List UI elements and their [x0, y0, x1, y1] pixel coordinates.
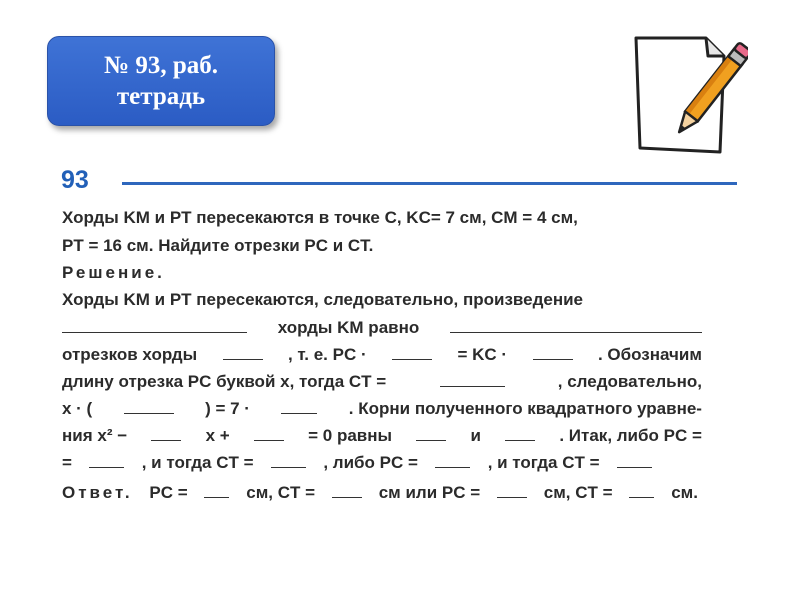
answer-label: Ответ.: [62, 483, 133, 502]
solution-text: и: [470, 426, 481, 445]
solution-text: x +: [205, 426, 230, 445]
answer-blank[interactable]: [223, 344, 263, 360]
solution-text: x · (: [62, 399, 93, 418]
badge-line-2: тетрадь: [116, 83, 206, 110]
answer-blank[interactable]: [281, 398, 317, 414]
task-number: 93: [61, 166, 89, 194]
solution-line-2: [62, 317, 702, 338]
solution-line-1: Хорды KM и PT пересекаются, следовательно, произведение: [62, 290, 584, 309]
solution-text: . Обозначим: [597, 345, 702, 364]
answer-blank[interactable]: [332, 482, 362, 498]
solution-line-4: [62, 371, 702, 392]
answer-text: см, CT =: [246, 483, 316, 502]
task-badge: [47, 36, 275, 126]
answer-blank[interactable]: [533, 344, 573, 360]
answer-text: см или PC =: [378, 483, 481, 502]
answer-blank[interactable]: [416, 425, 446, 441]
statement-line-1: Хорды KM и PT пересекаются в точке C, KC= 7 см, CM = 4 см,: [62, 208, 578, 227]
answer-line: [62, 482, 698, 503]
answer-blank[interactable]: [151, 425, 181, 441]
answer-blank[interactable]: [62, 317, 247, 333]
solution-label: Решение.: [62, 263, 165, 282]
solution-text: , либо PC =: [323, 453, 418, 472]
answer-blank[interactable]: [629, 482, 654, 498]
answer-text: см, CT =: [543, 483, 613, 502]
solution-line-7: [62, 452, 652, 473]
answer-blank[interactable]: [392, 344, 432, 360]
answer-blank[interactable]: [617, 452, 652, 468]
solution-text: , т. е. PC ·: [287, 345, 367, 364]
answer-blank[interactable]: [505, 425, 535, 441]
solution-text: длину отрезка PC буквой x, тогда CT =: [62, 372, 387, 391]
answer-text: PC =: [149, 483, 188, 502]
solution-text: = 0 равны: [308, 426, 393, 445]
statement-line-2: PT = 16 см. Найдите отрезки PC и CT.: [62, 236, 374, 255]
paper-pencil-icon: [628, 30, 748, 160]
answer-blank[interactable]: [271, 452, 306, 468]
task-divider: [122, 182, 737, 185]
answer-blank[interactable]: [89, 452, 124, 468]
answer-blank[interactable]: [435, 452, 470, 468]
answer-blank[interactable]: [124, 398, 174, 414]
solution-line-3: [62, 344, 702, 365]
answer-blank[interactable]: [254, 425, 284, 441]
answer-blank[interactable]: [497, 482, 527, 498]
solution-text: . Итак, либо PC =: [559, 426, 702, 445]
solution-text: . Корни полученного квадратного уравне-: [348, 399, 702, 418]
solution-text: , и тогда CT =: [141, 453, 254, 472]
solution-text: , следовательно,: [557, 372, 702, 391]
solution-text: = KC ·: [457, 345, 508, 364]
solution-text: отрезков хорды: [62, 345, 198, 364]
solution-text: ния x² −: [62, 426, 128, 445]
badge-line-1: № 93, раб.: [103, 52, 219, 79]
solution-text: ) = 7 ·: [205, 399, 250, 418]
solution-text: =: [62, 453, 72, 472]
answer-blank[interactable]: [450, 317, 702, 333]
solution-text: хорды KM равно: [277, 318, 420, 337]
solution-text: , и тогда CT =: [487, 453, 600, 472]
answer-text: см.: [671, 483, 698, 502]
solution-line-6: [62, 425, 702, 446]
solution-line-5: [62, 398, 702, 419]
answer-blank[interactable]: [440, 371, 505, 387]
answer-blank[interactable]: [204, 482, 229, 498]
